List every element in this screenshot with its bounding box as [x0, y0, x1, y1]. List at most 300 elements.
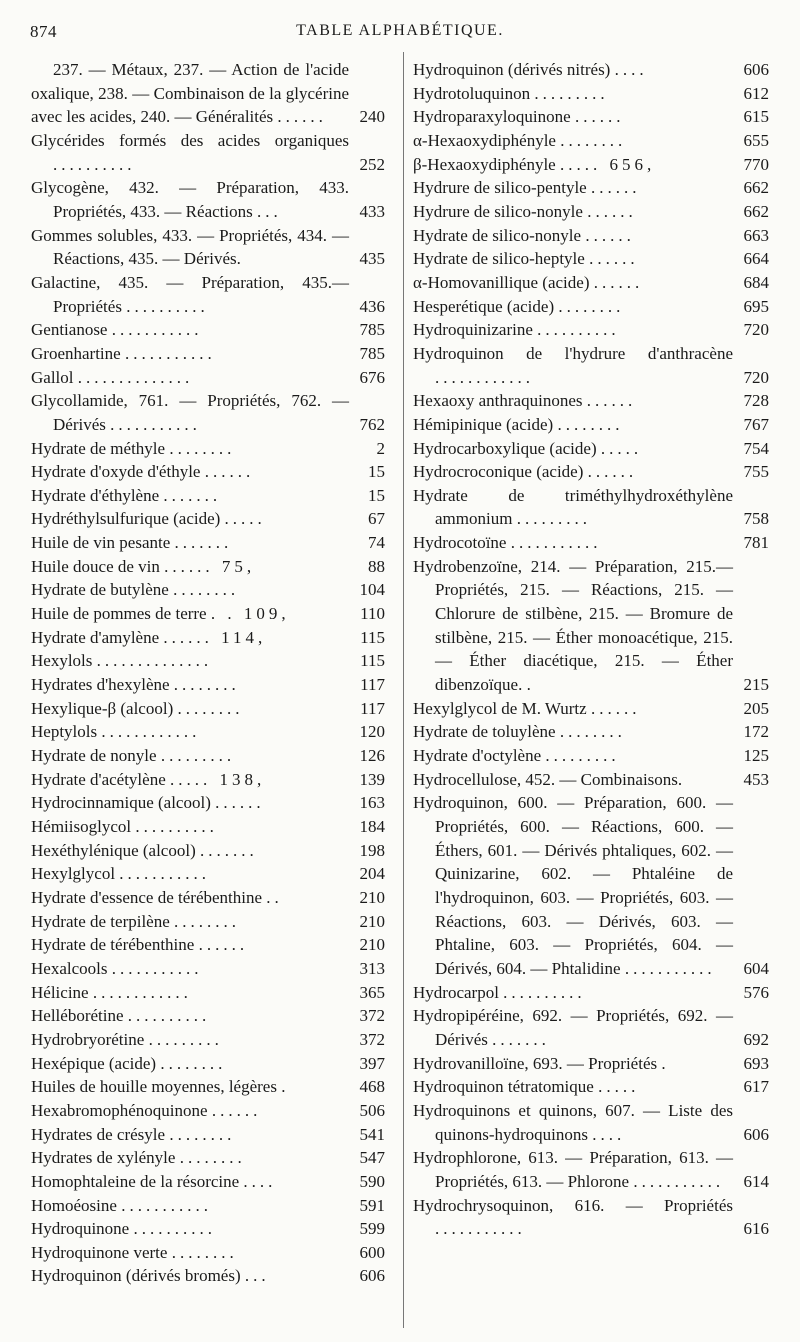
page-ref: 663 — [743, 225, 769, 245]
leader-dots: ........ — [174, 911, 241, 931]
entry-label: Hydrate de terpilène — [31, 911, 170, 931]
index-entry — [31, 224, 385, 271]
leader-dots: ...... 114, — [163, 627, 267, 647]
entry-text — [31, 791, 349, 815]
entry-label: α-Hexaoxydiphényle — [413, 130, 556, 150]
entry-text — [31, 437, 349, 461]
entry-label: Hydroquinons et quinons, 607. — Liste des quinons-hydroquinons — [413, 1100, 733, 1144]
index-entry — [31, 697, 385, 721]
leader-dots: ...... — [574, 107, 625, 127]
leader-dots: .... — [614, 60, 648, 79]
entry-label: Hydrocroconique (acide) — [413, 462, 584, 482]
entry-label: Glycogène, 432. — Préparation, 433. Propriétés, 433. — Réactions — [31, 178, 349, 221]
page-ref: 662 — [743, 201, 769, 221]
entry-label: Hydrate d'octylène — [413, 746, 542, 766]
index-entry — [31, 437, 385, 461]
index-entry — [413, 318, 769, 342]
page-ref: 433 — [359, 201, 385, 221]
leader-dots: ...... — [204, 462, 255, 482]
leader-dots: ........ — [560, 130, 627, 150]
entry-label: Hémiisoglycol — [31, 817, 132, 836]
index-entry — [413, 1194, 769, 1241]
entry-text — [31, 1241, 349, 1265]
leader-dots: .. — [266, 887, 283, 907]
leader-dots: .......... — [503, 982, 586, 1002]
entry-text — [413, 484, 733, 531]
entry-label: Hydrobryorétine — [31, 1029, 145, 1049]
leader-dots: ......... — [534, 83, 609, 103]
index-entry — [31, 507, 385, 531]
index-entry — [413, 555, 769, 697]
index-entry — [413, 1099, 769, 1146]
page-ref: 547 — [359, 1148, 385, 1168]
leader-dots: ........... — [510, 533, 602, 553]
entry-label: Hydrate d'acétylène — [31, 769, 166, 789]
entry-text — [31, 271, 349, 318]
entry-text — [413, 318, 733, 342]
index-entry — [413, 981, 769, 1005]
page-ref: 614 — [743, 1171, 769, 1191]
entry-label: Hélicine — [31, 982, 89, 1002]
entry-label: α-Homovanillique (acide) — [413, 272, 590, 292]
leader-dots: ........ — [169, 1124, 236, 1144]
page-ref: 204 — [359, 864, 385, 884]
entry-text — [413, 744, 733, 768]
page-ref: 15 — [368, 462, 385, 482]
entry-label: Hydroquinon, 600. — Préparation, 600. — Propriétés, 600. — Réactions, 600. — Éthers, 601. — Dérivés phtaliques, 602. — Quinizarine, 602. — Phtaléine de l'hydroquinon, 603. — Propriétés, 603. — Réactions, 603. — Dérivés, 603. — Phtaline, 603. — Propriétés, 604. — Dérivés, 604. — Phtalidine — [413, 793, 733, 978]
page-ref: 606 — [743, 60, 769, 79]
leader-dots: ...... — [590, 698, 641, 718]
leader-dots: ........ — [171, 1242, 238, 1262]
index-entry — [31, 129, 385, 176]
page-ref: 754 — [743, 438, 769, 458]
page-ref: 762 — [359, 414, 385, 434]
entry-label: Helléborétine — [31, 1006, 124, 1026]
entry-text — [31, 507, 349, 531]
page-ref: 372 — [359, 1029, 385, 1049]
page-ref: 88 — [368, 556, 385, 576]
leader-dots: .... — [592, 1124, 626, 1144]
page-ref: 210 — [359, 911, 385, 931]
page-ref: 435 — [359, 249, 385, 269]
page-number: 874 — [30, 22, 57, 41]
entry-text — [31, 673, 349, 697]
entry-label: Hydrate de butylène — [31, 580, 169, 600]
entry-label: Hémipinique (acide) — [413, 414, 554, 434]
page-ref: 117 — [360, 698, 385, 718]
entry-label: Hydroquinone verte — [31, 1242, 168, 1262]
leader-dots: .............. — [77, 367, 194, 387]
entry-text — [413, 389, 733, 413]
index-entry — [31, 886, 385, 910]
index-entry — [31, 389, 385, 436]
leader-dots: ...... — [198, 935, 249, 955]
leader-dots: ...... — [587, 462, 638, 482]
leader-dots: ...... — [277, 107, 327, 127]
index-entry — [31, 1194, 385, 1218]
page-ref: 210 — [359, 887, 385, 907]
entry-text — [413, 271, 733, 295]
index-entry — [31, 342, 385, 366]
entry-text — [31, 460, 349, 484]
entry-text — [413, 342, 733, 389]
page-ref: 252 — [359, 154, 385, 174]
entry-label: Hydropipéréine, 692. — Propriétés, 692. — Dérivés — [413, 1006, 733, 1049]
leader-dots: ..... — [600, 438, 643, 458]
index-entry — [31, 626, 385, 650]
entry-label: Hydrocinnamique (alcool) — [31, 793, 211, 813]
index-entry — [413, 247, 769, 271]
entry-label: Gommes solubles, 433. — Propriétés, 434. — Réactions, 435. — Dérivés. — [31, 225, 349, 269]
index-entry — [31, 1028, 385, 1052]
page-ref: 616 — [743, 1219, 769, 1239]
leader-dots: ........ — [558, 296, 625, 316]
entry-label: Hydroquinon (dérivés nitrés) — [413, 60, 611, 79]
page-ref: 110 — [360, 604, 385, 624]
page-ref: 372 — [359, 1006, 385, 1026]
entry-text — [31, 768, 349, 792]
page-ref: 692 — [743, 1029, 769, 1049]
leader-dots: ............ — [101, 722, 201, 742]
entry-text — [413, 105, 733, 129]
entry-text — [31, 981, 349, 1005]
entry-text — [413, 129, 733, 153]
leader-dots: ............ — [435, 367, 534, 387]
index-entry — [31, 768, 385, 792]
leader-dots: ......... — [545, 746, 620, 766]
page-ref: 662 — [743, 178, 769, 198]
index-column-left — [31, 58, 385, 1288]
index-entry — [413, 82, 769, 106]
index-entry — [413, 720, 769, 744]
page-ref: 617 — [743, 1077, 769, 1097]
entry-label: Hydroquinone — [31, 1219, 130, 1239]
entry-label: Huiles de houille moyennes, légères — [31, 1077, 277, 1097]
page-ref: 126 — [359, 746, 385, 766]
leader-dots: .......... — [135, 817, 218, 836]
page-ref: 506 — [359, 1100, 385, 1120]
index-entry — [31, 720, 385, 744]
index-entry — [413, 271, 769, 295]
entry-text — [31, 1170, 349, 1194]
entry-text — [31, 1028, 349, 1052]
index-entry — [31, 578, 385, 602]
column-divider — [403, 52, 404, 1328]
entry-text — [413, 1099, 733, 1146]
leader-dots: ........ — [557, 414, 624, 434]
entry-label: Hydrates de crésyle — [31, 1124, 166, 1144]
entry-text — [413, 460, 733, 484]
entry-label: Hydrate de silico-heptyle — [413, 249, 585, 269]
leader-dots: ...... — [585, 225, 635, 245]
leader-dots: .......... — [53, 154, 136, 174]
entry-label: Homoéosine — [31, 1195, 117, 1215]
entry-label: Hexabromophénoquinone — [31, 1100, 208, 1120]
index-entry — [31, 366, 385, 390]
entry-text — [31, 1146, 349, 1170]
index-entry — [31, 981, 385, 1005]
entry-label: Hydroquinizarine — [413, 320, 533, 340]
entry-label: Hexalcools — [31, 958, 108, 978]
entry-label: Hexaoxy anthraquinones — [413, 391, 583, 411]
index-entry — [413, 389, 769, 413]
index-entry — [31, 176, 385, 223]
entry-label: Hydrate de térébenthine — [31, 935, 195, 955]
entry-label: Groenhartine — [31, 343, 121, 363]
leader-dots: ... — [244, 1266, 270, 1286]
entry-label: Hydrovanilloïne, 693. — Propriétés — [413, 1053, 658, 1073]
leader-dots: ........ — [169, 438, 236, 458]
entry-text — [413, 176, 733, 200]
entry-text — [31, 1075, 349, 1099]
entry-label: Hydrate de toluylène — [413, 722, 556, 742]
index-entry — [31, 1241, 385, 1265]
running-title: TABLE ALPHABÉTIQUE. — [296, 22, 504, 39]
entry-label: Galactine, 435. — Préparation, 435.— Propriétés — [31, 272, 349, 316]
entry-text — [413, 1146, 733, 1193]
entry-text — [31, 839, 349, 863]
entry-text — [31, 176, 349, 223]
entry-label: Huile de pommes de terre — [31, 604, 207, 624]
index-column-right — [413, 58, 769, 1241]
entry-label: Hydrocellulose, 452. — Combinaisons. — [413, 769, 683, 789]
entry-label: 237. — Métaux, 237. — Action de l'acide oxalique, 238. — Combinaison de la glycérine avec les acides, 240. — Généralités — [31, 60, 349, 127]
leader-dots: ..... — [598, 1077, 640, 1097]
page-ref: 720 — [743, 367, 769, 387]
entry-text — [413, 58, 733, 82]
index-entry — [31, 271, 385, 318]
page-ref: 770 — [743, 154, 769, 174]
entry-text — [31, 318, 349, 342]
entry-text — [31, 129, 349, 176]
page-ref: 120 — [359, 722, 385, 742]
entry-text — [31, 366, 349, 390]
leader-dots: .......... — [126, 296, 209, 316]
entry-label: Hydrure de silico-pentyle — [413, 178, 587, 198]
entry-label: Hydrate de triméthylhydroxéthylène ammonium — [413, 485, 733, 529]
leader-dots: .... — [243, 1171, 277, 1191]
page-ref: 172 — [743, 722, 769, 742]
index-entry — [413, 295, 769, 319]
leader-dots: ...... — [590, 178, 641, 198]
page-ref: 591 — [359, 1195, 385, 1215]
page-ref: 676 — [359, 367, 385, 387]
entry-text — [413, 295, 733, 319]
entry-text — [413, 697, 733, 721]
leader-dots: ........... — [435, 1219, 526, 1239]
entry-label: Homophtaleine de la résorcine — [31, 1171, 240, 1191]
page-ref: 693 — [743, 1053, 769, 1073]
page-ref: 453 — [743, 769, 769, 789]
leader-dots: . — [661, 1053, 670, 1073]
entry-label: β-Hexaoxydiphényle — [413, 154, 556, 174]
leader-dots: ........ — [173, 580, 240, 600]
leader-dots: ....... — [492, 1029, 550, 1049]
entry-label: Hydrates de xylényle — [31, 1148, 176, 1168]
page-ref: 785 — [359, 320, 385, 340]
entry-text — [31, 578, 349, 602]
index-entry — [31, 1099, 385, 1123]
page-ref: 397 — [359, 1053, 385, 1073]
index-entry — [31, 1146, 385, 1170]
entry-label: Hydrate de silico-nonyle — [413, 225, 582, 245]
entry-label: Hexylglycol de M. Wurtz — [413, 698, 587, 718]
entry-text — [31, 697, 349, 721]
entry-label: Hydrocarpol — [413, 982, 499, 1002]
leader-dots: . — [281, 1077, 290, 1097]
entry-label: Hydrate de nonyle — [31, 746, 157, 766]
entry-text — [413, 437, 733, 461]
entry-text — [413, 247, 733, 271]
entry-text — [31, 1264, 349, 1288]
index-entry — [31, 1217, 385, 1241]
entry-label: Hydrocarboxylique (acide) — [413, 438, 597, 458]
entry-label: Heptylols — [31, 722, 98, 742]
entry-label: Hydroquinon tétratomique — [413, 1077, 594, 1097]
entry-label: Hydroparaxyloquinone — [413, 107, 571, 127]
leader-dots: ...... — [211, 1100, 262, 1120]
page-ref: 74 — [368, 533, 385, 553]
leader-dots: ... — [256, 201, 282, 221]
entry-text — [31, 815, 349, 839]
index-entry — [31, 839, 385, 863]
page-ref: 117 — [360, 675, 385, 695]
entry-text — [413, 153, 733, 177]
leader-dots: ......... — [516, 509, 591, 529]
index-entry — [413, 105, 769, 129]
page-ref: 655 — [743, 130, 769, 150]
page-ref: 781 — [743, 533, 769, 553]
index-entry — [413, 768, 769, 792]
leader-dots: ........... — [111, 320, 203, 340]
entry-text — [31, 933, 349, 957]
entry-text — [413, 1194, 733, 1241]
leader-dots: ...... — [593, 272, 644, 292]
index-entry — [413, 224, 769, 248]
page-ref: 728 — [743, 391, 769, 411]
index-entry — [413, 58, 769, 82]
page-ref: 590 — [359, 1171, 385, 1191]
entry-text — [413, 791, 733, 980]
page-ref: 125 — [743, 746, 769, 766]
entry-text — [413, 531, 733, 555]
leader-dots: ...... — [587, 201, 637, 221]
index-entry — [413, 200, 769, 224]
page-ref: 755 — [743, 462, 769, 482]
page-ref: 720 — [743, 320, 769, 340]
index-entry — [31, 744, 385, 768]
leader-dots: ........ — [177, 698, 244, 718]
page-ref: 541 — [359, 1124, 385, 1144]
index-entry — [31, 673, 385, 697]
index-entry — [31, 910, 385, 934]
entry-text — [31, 1123, 349, 1147]
index-entry — [413, 176, 769, 200]
entry-text — [31, 484, 349, 508]
entry-text — [31, 224, 349, 271]
entry-label: Hydrate de méthyle — [31, 438, 166, 458]
index-entry — [413, 1075, 769, 1099]
entry-label: Hydroquinon de l'hydrure d'anthracène — [413, 343, 733, 363]
index-entry — [31, 602, 385, 626]
entry-text — [31, 1194, 349, 1218]
leader-dots: ...... — [586, 391, 637, 411]
entry-text — [413, 200, 733, 224]
leader-dots: ........... — [633, 1171, 725, 1191]
page-ref: 115 — [360, 627, 385, 647]
page-ref: 436 — [359, 296, 385, 316]
page-ref: 576 — [743, 982, 769, 1002]
leader-dots: ........... — [124, 343, 216, 363]
index-entry — [31, 1052, 385, 1076]
entry-text — [31, 1004, 349, 1028]
entry-text — [31, 531, 349, 555]
leader-dots: . — [526, 675, 535, 695]
entry-label: Hexylique-β (alcool) — [31, 698, 174, 718]
page-ref: 139 — [359, 769, 385, 789]
entry-text — [31, 1052, 349, 1076]
leader-dots: ........ — [179, 1148, 246, 1168]
entry-label: Hexépique (acide) — [31, 1053, 157, 1073]
page-header — [30, 22, 770, 46]
index-entry — [413, 437, 769, 461]
entry-label: Hexylols — [31, 651, 93, 671]
index-entry — [413, 342, 769, 389]
index-entry — [31, 933, 385, 957]
leader-dots: ........ — [160, 1053, 227, 1073]
page-ref: 67 — [368, 509, 385, 529]
entry-label: Hydrophlorone, 613. — Préparation, 613. — Propriétés, 613. — Phlorone — [413, 1148, 733, 1191]
index-entry — [413, 531, 769, 555]
page-ref: 664 — [743, 249, 769, 269]
index-entry — [31, 649, 385, 673]
entry-text — [31, 58, 349, 129]
leader-dots: ..... 656, — [559, 154, 656, 174]
entry-label: Hydrure de silico-nonyle — [413, 201, 583, 221]
index-entry — [31, 957, 385, 981]
entry-label: Hydrate d'oxyde d'éthyle — [31, 462, 201, 482]
entry-label: Glycollamide, 761. — Propriétés, 762. — Dérivés — [31, 391, 349, 434]
leader-dots: .......... — [537, 320, 620, 340]
entry-label: Gallol — [31, 367, 74, 387]
entry-text — [31, 957, 349, 981]
index-entry — [31, 1004, 385, 1028]
page-ref: 365 — [359, 982, 385, 1002]
entry-text — [413, 555, 733, 697]
leader-dots: ....... — [200, 840, 258, 860]
entry-text — [31, 910, 349, 934]
leader-dots: ........... — [624, 958, 716, 978]
page-ref: 215 — [743, 675, 769, 695]
entry-label: Hydrate d'amylène — [31, 627, 160, 647]
leader-dots: ........... — [119, 864, 211, 884]
page-ref: 785 — [359, 343, 385, 363]
index-entry — [413, 129, 769, 153]
leader-dots: . . 109, — [210, 604, 290, 624]
entry-text — [31, 626, 349, 650]
leader-dots: ....... — [174, 533, 233, 553]
page-ref: 599 — [359, 1219, 385, 1239]
page-ref: 198 — [359, 840, 385, 860]
page-ref: 15 — [368, 485, 385, 505]
page-ref: 210 — [359, 935, 385, 955]
leader-dots: ........... — [111, 958, 203, 978]
leader-dots: ....... — [163, 485, 222, 505]
page-ref: 313 — [359, 958, 385, 978]
index-entry — [413, 791, 769, 980]
index-entry — [413, 697, 769, 721]
leader-dots: .......... — [133, 1219, 216, 1239]
